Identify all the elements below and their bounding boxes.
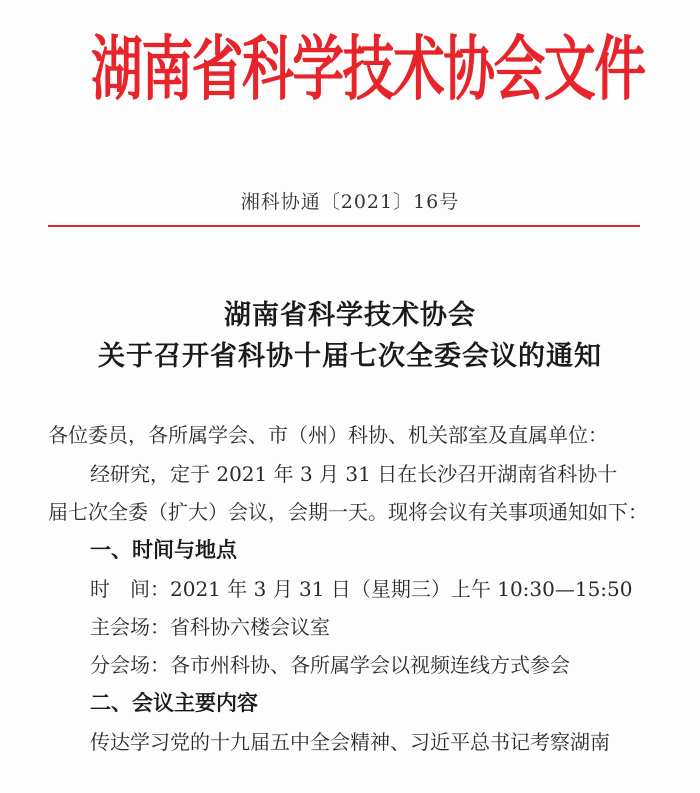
masthead-title: 湖南省科学技术协会文件: [91, 28, 645, 110]
section-1-heading: 一、时间与地点: [90, 538, 237, 562]
intro-line-2: 届七次全委（扩大）会议，会期一天。现将会议有关事项通知如下：: [48, 500, 648, 524]
meeting-time: 时 间：2021 年 3 月 31 日（星期三）上午 10:30—15:50: [90, 577, 633, 601]
notice-title-line1: 湖南省科学技术协会: [224, 300, 476, 331]
branch-venue: 分会场：各市州科协、各所属学会以视频连线方式参会: [90, 653, 570, 677]
content-line-1: 传达学习党的十九届五中全会精神、习近平总书记考察湖南: [90, 730, 610, 754]
main-venue: 主会场：省科协六楼会议室: [90, 615, 330, 639]
red-divider: [48, 225, 640, 227]
intro-line-1: 经研究，定于 2021 年 3 月 31 日在长沙召开湖南省科协十: [90, 462, 618, 486]
section-2-heading: 二、会议主要内容: [90, 691, 258, 715]
document-number: 湘科协通〔2021〕16号: [240, 191, 460, 213]
notice-title-line2: 关于召开省科协十届七次全委会议的通知: [98, 341, 602, 372]
salutation: 各位委员，各所属学会、市（州）科协、机关部室及直属单位：: [48, 423, 608, 447]
